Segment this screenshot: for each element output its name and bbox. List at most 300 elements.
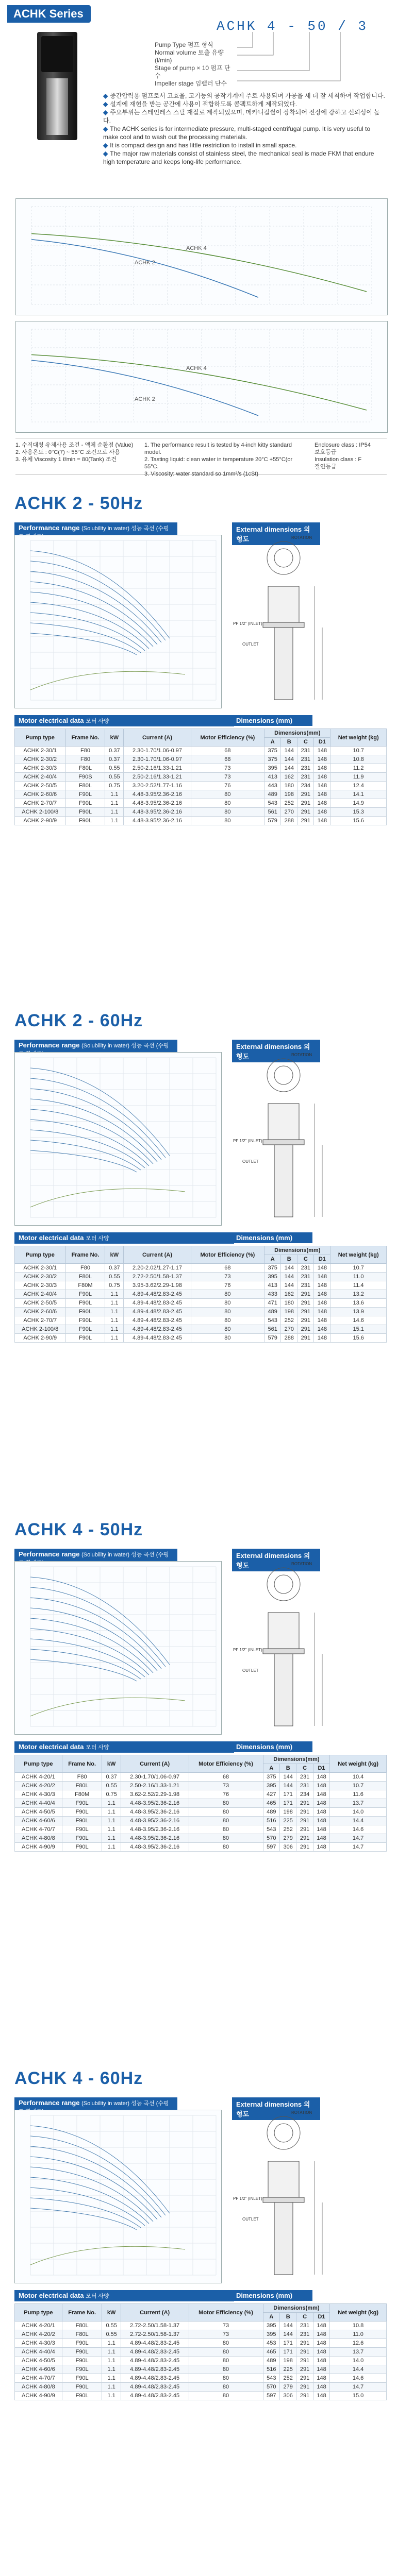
table-cell: 4.89-4.48/2.83-2.45 — [121, 2383, 189, 2392]
table-cell: ACHK 2-60/6 — [15, 1308, 66, 1316]
table-cell: 471 — [264, 1299, 281, 1308]
table-cell: 395 — [263, 2321, 279, 2330]
table-cell: 0.55 — [102, 2321, 121, 2330]
table-cell: F80L — [62, 2321, 102, 2330]
th-d1: D1 — [313, 1764, 329, 1773]
table-cell: 148 — [314, 1299, 330, 1308]
spec-table-wrap — [14, 728, 387, 825]
table-cell: 10.7 — [330, 747, 387, 755]
table-cell: 291 — [296, 1843, 313, 1852]
table-cell: 0.37 — [102, 1773, 121, 1782]
performance-curve — [30, 571, 161, 642]
table-cell: 4.48-3.95/2.36-2.16 — [121, 1825, 189, 1834]
table-cell: 80 — [189, 1825, 263, 1834]
table-cell: 413 — [264, 1281, 281, 1290]
table-cell: F90L — [62, 1825, 102, 1834]
table-cell: 80 — [191, 1334, 264, 1343]
table-cell: 291 — [296, 1834, 313, 1843]
overview-1-label-a: ACHK 2 — [135, 260, 155, 266]
performance-chart-svg — [15, 2110, 221, 2283]
table-cell: 1.1 — [105, 1316, 124, 1325]
outlet-label: OUTLET — [242, 642, 259, 647]
table-cell: 291 — [296, 2348, 313, 2357]
performance-curve — [30, 1140, 141, 1170]
overview-performance-curve — [31, 234, 367, 292]
table-cell: 148 — [313, 1825, 329, 1834]
table-cell: 144 — [281, 1273, 297, 1281]
table-cell: 1.1 — [102, 2374, 121, 2383]
table-cell: F80M — [65, 1281, 105, 1290]
th-dim-group: Dimensions(mm) — [264, 1246, 330, 1255]
table-cell: 198 — [281, 790, 297, 799]
top-view-circle — [267, 1059, 300, 1092]
motor-electrical-bar: Motor electrical data 모터 사양 — [14, 715, 234, 726]
performance-curve — [30, 1089, 161, 1160]
table-cell: ACHK 4-70/7 — [15, 1825, 62, 1834]
performance-chart — [14, 2110, 222, 2283]
table-row — [15, 1316, 387, 1325]
table-cell: 489 — [264, 790, 281, 799]
notes-english: 1. The performance result is tested by 4-inch kitty standard model. 2. Tasting liquid: clean water in temperature 20°C +55°C(or 55°C. 3. Viscosity: water standard so 1mm²/s (1cSt) — [144, 442, 293, 477]
table-row — [15, 2321, 387, 2330]
table-cell: 3.62-2.52/2.29-1.98 — [121, 1790, 189, 1799]
table-cell: F80 — [62, 1773, 102, 1782]
table-cell: F80L — [62, 2330, 102, 2339]
performance-curve — [30, 2157, 157, 2219]
table-cell: 597 — [263, 2392, 279, 2400]
overview-1-label-b: ACHK 4 — [186, 245, 207, 251]
inlet-label: PF 1/2" (INLET) — [233, 2196, 262, 2201]
table-cell: 234 — [297, 782, 314, 790]
table-cell: 2.50-2.16/1.33-1.21 — [121, 1782, 189, 1790]
performance-curve — [30, 561, 166, 640]
table-row — [15, 1264, 387, 1273]
table-cell: 291 — [297, 799, 314, 808]
table-cell: 0.55 — [105, 764, 124, 773]
th-a: A — [263, 2313, 279, 2321]
table-cell: 1.1 — [102, 1825, 121, 1834]
table-cell: 14.4 — [330, 2365, 387, 2374]
table-cell: 291 — [296, 2365, 313, 2374]
table-cell: 306 — [280, 1843, 296, 1852]
external-dimensions-bar: External dimensions 외형도 — [232, 1040, 320, 1062]
mount-flange — [263, 622, 304, 628]
table-cell: ACHK 2-70/7 — [15, 1316, 66, 1325]
table-cell: 291 — [297, 790, 314, 799]
table-cell: 148 — [313, 1799, 329, 1808]
th-pump-type: Pump type — [15, 1755, 62, 1773]
table-row — [15, 2357, 387, 2365]
table-cell: F90L — [62, 2392, 102, 2400]
table-row — [15, 1834, 387, 1843]
table-cell: 10.7 — [330, 1782, 387, 1790]
table-cell: F90L — [65, 808, 105, 817]
table-cell: 15.6 — [330, 1334, 387, 1343]
table-cell: F90L — [62, 2365, 102, 2374]
table-cell: 80 — [191, 799, 264, 808]
outlet-label: OUTLET — [242, 2217, 259, 2222]
table-row — [15, 1273, 387, 1281]
performance-curve — [30, 1598, 161, 1669]
table-cell: F90L — [65, 1334, 105, 1343]
table-row — [15, 2392, 387, 2400]
table-cell: 225 — [280, 2365, 296, 2374]
performance-chart-svg — [15, 1562, 221, 1734]
table-cell: 1.1 — [105, 790, 124, 799]
external-dimension-svg — [232, 2110, 382, 2282]
table-cell: 231 — [296, 1782, 313, 1790]
table-cell: 14.0 — [330, 2357, 387, 2365]
performance-curve — [30, 1639, 145, 1677]
table-cell: 148 — [314, 799, 330, 808]
spec-table — [14, 1246, 387, 1343]
motor-electrical-bar: Motor electrical data 모터 사양 — [14, 1741, 234, 1753]
notes-korean: 1. 수직대칭 유체사용 조건 - 액체 순환점 (Value) 2. 사용온도 : 0°C(7) ~ 55°C 조건으로 사용 3. 유체 Viscosity 1 ℓ/min = 80(Tank) 조건 — [15, 442, 134, 463]
table-cell: 13.7 — [330, 2348, 387, 2357]
table-cell: 1.1 — [102, 1843, 121, 1852]
table-cell: ACHK 4-60/6 — [15, 1817, 62, 1825]
th-frame: Frame No. — [62, 2304, 102, 2321]
table-cell: 4.89-4.48/2.83-2.45 — [124, 1316, 191, 1325]
th-current: Current (A) — [121, 1755, 189, 1773]
table-cell: 231 — [296, 2330, 313, 2339]
model-code-leader-lines — [232, 32, 387, 89]
table-cell: 291 — [297, 1290, 314, 1299]
performance-curve — [30, 1649, 141, 1679]
table-cell: 1.1 — [102, 1834, 121, 1843]
table-cell: 453 — [263, 2339, 279, 2348]
table-cell: 180 — [281, 782, 297, 790]
table-cell: 171 — [280, 1790, 296, 1799]
table-cell: 171 — [280, 2339, 296, 2348]
table-cell: 15.0 — [330, 2392, 387, 2400]
table-cell: 2.50-2.16/1.33-1.21 — [124, 773, 191, 782]
th-c: C — [297, 738, 314, 747]
table-cell: 171 — [280, 1799, 296, 1808]
table-cell: 543 — [263, 1825, 279, 1834]
table-cell: 291 — [296, 2357, 313, 2365]
table-cell: 427 — [263, 1790, 279, 1799]
table-cell: 2.50-2.16/1.33-1.21 — [124, 764, 191, 773]
table-cell: F90S — [65, 773, 105, 782]
table-cell: 4.89-4.48/2.83-2.45 — [121, 2365, 189, 2374]
performance-range-bar: Performance range (Solubility in water) 성능 곡선 (수평 — [14, 1040, 177, 1059]
section-title: ACHK 4 - 50Hz — [14, 1520, 143, 1539]
table-cell: 171 — [280, 2348, 296, 2357]
table-cell: 68 — [189, 1773, 263, 1782]
table-cell: 148 — [314, 1308, 330, 1316]
th-kw: kW — [105, 729, 124, 747]
table-cell: 4.48-3.95/2.36-2.16 — [121, 1799, 189, 1808]
series-title: ACHK Series — [7, 5, 91, 23]
table-cell: 13.2 — [330, 1290, 387, 1299]
table-cell: F90L — [62, 2383, 102, 2392]
table-cell: 14.7 — [330, 1834, 387, 1843]
table-cell: 15.3 — [330, 808, 387, 817]
table-cell: 80 — [189, 2357, 263, 2365]
spec-table — [14, 728, 387, 825]
table-cell: ACHK 4-70/7 — [15, 2374, 62, 2383]
table-cell: F90L — [65, 799, 105, 808]
performance-curve — [30, 613, 145, 651]
table-cell: 231 — [297, 773, 314, 782]
performance-curve — [30, 1109, 153, 1164]
table-cell: ACHK 2-30/3 — [15, 1281, 66, 1290]
spec-table — [14, 1755, 387, 1852]
table-cell: 0.37 — [105, 1264, 124, 1273]
table-cell: 14.7 — [330, 1843, 387, 1852]
motor-electrical-bar: Motor electrical data 모터 사양 — [14, 2290, 234, 2301]
performance-curve — [30, 602, 149, 649]
table-cell: F90L — [62, 1834, 102, 1843]
table-cell: 279 — [280, 2383, 296, 2392]
table-cell: F80L — [65, 1273, 105, 1281]
table-cell: 395 — [264, 764, 281, 773]
table-row — [15, 2365, 387, 2374]
th-frame: Frame No. — [65, 1246, 105, 1264]
table-cell: 148 — [313, 2330, 329, 2339]
table-cell: ACHK 4-40/4 — [15, 2348, 62, 2357]
table-cell: 148 — [314, 747, 330, 755]
table-cell: 144 — [281, 1264, 297, 1273]
spec-table-wrap — [14, 1755, 387, 1852]
pump-product-photo — [37, 32, 77, 140]
table-cell: 231 — [297, 755, 314, 764]
top-view-inner-circle — [274, 1066, 293, 1084]
table-cell: 15.1 — [330, 1325, 387, 1334]
overview-chart-1 — [15, 198, 388, 315]
top-view-inner-circle — [274, 2124, 293, 2142]
table-cell: 80 — [189, 1843, 263, 1852]
table-cell: 73 — [189, 2330, 263, 2339]
table-row — [15, 2330, 387, 2339]
table-cell: 198 — [280, 1808, 296, 1817]
external-dimensions-bar: External dimensions 외형도 — [232, 2097, 320, 2120]
table-cell: ACHK 2-30/1 — [15, 747, 66, 755]
table-cell: ACHK 4-40/4 — [15, 1799, 62, 1808]
table-cell: 12.4 — [330, 782, 387, 790]
table-cell: 148 — [314, 755, 330, 764]
table-cell: 225 — [280, 1817, 296, 1825]
table-cell: 148 — [313, 1790, 329, 1799]
table-cell: 4.89-4.48/2.83-2.45 — [124, 1308, 191, 1316]
table-cell: 306 — [280, 2392, 296, 2400]
th-weight: Net weight (kg) — [330, 1755, 387, 1773]
table-cell: ACHK 2-30/3 — [15, 764, 66, 773]
table-cell: 80 — [189, 2383, 263, 2392]
table-cell: 80 — [191, 817, 264, 825]
pump-column — [274, 1145, 293, 1217]
table-cell: 395 — [263, 1782, 279, 1790]
table-cell: ACHK 2-50/5 — [15, 782, 66, 790]
table-cell: F90L — [62, 1817, 102, 1825]
table-cell: 144 — [281, 1281, 297, 1290]
table-cell: 4.48-3.95/2.36-2.16 — [121, 1834, 189, 1843]
th-kw: kW — [102, 1755, 121, 1773]
table-cell: ACHK 4-50/5 — [15, 1808, 62, 1817]
table-cell: 231 — [297, 1281, 314, 1290]
performance-curve — [30, 1629, 149, 1675]
rotation-label: ROTATION — [291, 1562, 312, 1566]
table-cell: 80 — [191, 1290, 264, 1299]
table-row — [15, 1799, 387, 1808]
table-cell: 148 — [313, 2365, 329, 2374]
table-cell: 4.48-3.95/2.36-2.16 — [124, 799, 191, 808]
table-row — [15, 1808, 387, 1817]
table-cell: 80 — [189, 1834, 263, 1843]
overview-chart-2 — [15, 321, 388, 433]
pump-column — [274, 1654, 293, 1726]
table-cell: 198 — [280, 2357, 296, 2365]
table-cell: 80 — [189, 2374, 263, 2383]
table-cell: 11.4 — [330, 1281, 387, 1290]
table-cell: 15.6 — [330, 817, 387, 825]
th-motor-eff: Motor Efficiency (%) — [191, 729, 264, 747]
table-row — [15, 2348, 387, 2357]
table-cell: 148 — [313, 2374, 329, 2383]
table-row — [15, 773, 387, 782]
table-row — [15, 1334, 387, 1343]
table-cell: 395 — [263, 2330, 279, 2339]
table-cell: 13.6 — [330, 1299, 387, 1308]
table-row — [15, 2374, 387, 2383]
table-cell: F90L — [62, 1808, 102, 1817]
table-cell: 148 — [314, 790, 330, 799]
external-dimension-drawing — [232, 1052, 382, 1225]
table-cell: 0.55 — [105, 1273, 124, 1281]
table-cell: 11.6 — [330, 1790, 387, 1799]
th-d1: D1 — [314, 738, 330, 747]
th-c: C — [296, 2313, 313, 2321]
table-cell: 3.95-3.62/2.29-1.98 — [124, 1281, 191, 1290]
external-dimension-svg — [232, 1561, 382, 1734]
motor-electrical-bar: Motor electrical data 모터 사양 — [14, 1232, 234, 1244]
table-row — [15, 1290, 387, 1299]
table-cell: 291 — [297, 808, 314, 817]
table-cell: 3.20-2.52/1.77-1.16 — [124, 782, 191, 790]
table-cell: 4.89-4.48/2.83-2.45 — [121, 2374, 189, 2383]
performance-curve — [30, 1099, 157, 1162]
table-cell: 0.75 — [102, 1790, 121, 1799]
table-cell: F80L — [62, 1782, 102, 1790]
table-cell: 148 — [313, 1782, 329, 1790]
th-current: Current (A) — [121, 2304, 189, 2321]
table-row — [15, 1299, 387, 1308]
code-pump-type: Pump Type 펌프 형식 — [155, 41, 213, 48]
table-cell: 14.6 — [330, 1316, 387, 1325]
table-cell: 11.0 — [330, 2330, 387, 2339]
overview-performance-curve — [31, 355, 367, 411]
table-cell: 76 — [189, 1790, 263, 1799]
th-b: B — [281, 1255, 297, 1264]
performance-range-bar: Performance range (Solubility in water) 성능 곡선 (수평 — [14, 2097, 177, 2117]
external-dimension-svg — [232, 1052, 382, 1225]
table-cell: 148 — [313, 1834, 329, 1843]
table-cell: 2.30-1.70/1.06-0.97 — [121, 1773, 189, 1782]
table-cell: 148 — [313, 2339, 329, 2348]
table-cell: 516 — [263, 2365, 279, 2374]
table-cell: 148 — [314, 764, 330, 773]
table-row — [15, 1782, 387, 1790]
table-cell: 291 — [296, 1799, 313, 1808]
performance-curve — [30, 1078, 166, 1158]
table-cell: 375 — [264, 755, 281, 764]
th-d1: D1 — [314, 1255, 330, 1264]
table-cell: ACHK 2-30/1 — [15, 1264, 66, 1273]
table-cell: 148 — [314, 808, 330, 817]
table-cell: 597 — [263, 1843, 279, 1852]
table-cell: 4.89-4.48/2.83-2.45 — [121, 2392, 189, 2400]
table-cell: 489 — [263, 1808, 279, 1817]
table-cell: 148 — [313, 2357, 329, 2365]
table-cell: 579 — [264, 1334, 281, 1343]
table-cell: 76 — [191, 1281, 264, 1290]
overview-2-label-a: ACHK 2 — [135, 396, 155, 402]
code-normal-volume: Normal volume 토출 유량 — [155, 49, 224, 56]
table-cell: 148 — [313, 1843, 329, 1852]
inlet-label: PF 1/2" (INLET) — [233, 1139, 262, 1143]
table-cell: ACHK 4-20/2 — [15, 1782, 62, 1790]
th-current: Current (A) — [124, 1246, 191, 1264]
th-kw: kW — [102, 2304, 121, 2321]
table-cell: 1.1 — [102, 2392, 121, 2400]
table-cell: 375 — [263, 1773, 279, 1782]
dimensions-bar: Dimensions (mm) — [232, 1741, 312, 1752]
table-cell: 144 — [280, 1782, 296, 1790]
table-cell: F90L — [65, 817, 105, 825]
performance-curve — [30, 1120, 149, 1166]
table-cell: 291 — [296, 2392, 313, 2400]
table-cell: 561 — [264, 1325, 281, 1334]
table-cell: ACHK 2-30/2 — [15, 1273, 66, 1281]
top-view-inner-circle — [274, 1575, 293, 1594]
table-cell: 73 — [189, 2321, 263, 2330]
table-cell: F80M — [62, 1790, 102, 1799]
table-cell: 288 — [281, 1334, 297, 1343]
performance-curve — [30, 2198, 141, 2228]
table-cell: 1.1 — [102, 1817, 121, 1825]
table-row — [15, 1308, 387, 1316]
table-row — [15, 755, 387, 764]
table-cell: 1.1 — [105, 799, 124, 808]
table-cell: 144 — [281, 764, 297, 773]
performance-chart — [14, 1561, 222, 1735]
table-cell: 0.75 — [105, 1281, 124, 1290]
th-current: Current (A) — [124, 729, 191, 747]
table-cell: 1.1 — [105, 1325, 124, 1334]
section-title: ACHK 2 - 60Hz — [14, 1011, 143, 1030]
table-cell: 279 — [280, 1834, 296, 1843]
dimensions-bar: Dimensions (mm) — [232, 715, 312, 726]
th-motor-eff: Motor Efficiency (%) — [189, 2304, 263, 2321]
table-cell: F90L — [62, 2374, 102, 2383]
table-cell: 489 — [264, 1308, 281, 1316]
table-cell: 2.72-2.50/1.58-1.37 — [121, 2321, 189, 2330]
table-cell: ACHK 4-80/8 — [15, 1834, 62, 1843]
table-cell: F90L — [65, 1290, 105, 1299]
table-cell: 0.75 — [105, 782, 124, 790]
th-b: B — [281, 738, 297, 747]
table-cell: ACHK 4-90/9 — [15, 1843, 62, 1852]
table-cell: 80 — [191, 1316, 264, 1325]
performance-curve — [30, 1587, 166, 1667]
top-view-circle — [267, 2116, 300, 2149]
dimensions-bar: Dimensions (mm) — [232, 2290, 312, 2301]
table-cell: 231 — [297, 1273, 314, 1281]
overview-2-label-b: ACHK 4 — [186, 365, 207, 371]
th-dim-group: Dimensions(mm) — [264, 729, 330, 738]
table-cell: 252 — [280, 2374, 296, 2383]
